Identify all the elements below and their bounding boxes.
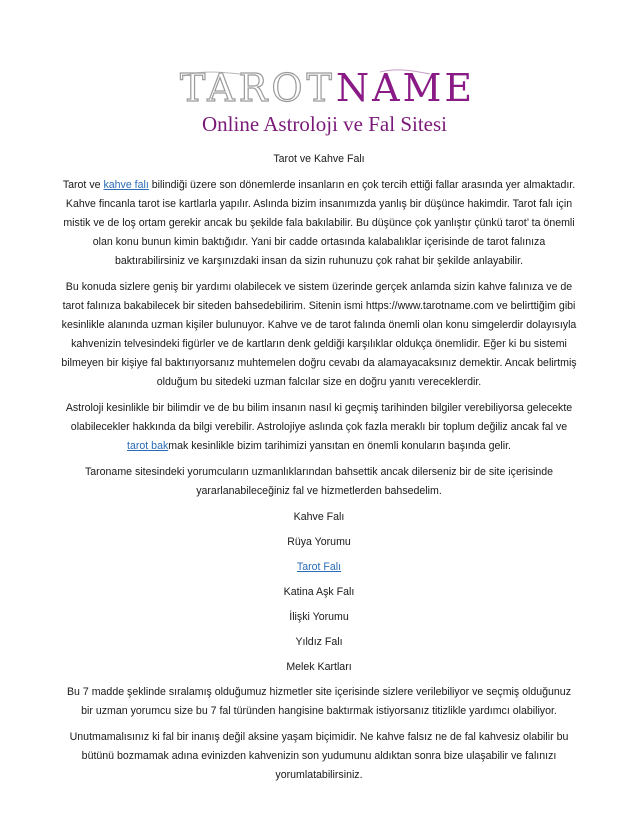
- list-item: [60, 558, 578, 577]
- list-item: Katina Aşk Falı: [283, 586, 355, 598]
- site-logo: [180, 66, 476, 138]
- list-item: İlişki Yorumu: [289, 611, 349, 623]
- paragraph-3: [60, 399, 578, 456]
- paragraph-2: Bu konuda sizlere geniş bir yardımı olabilecek ve sistem üzerinde gerçek anlamda sizin kahve falınıza ve de tarot falınıza bakabilecek bir siteden bahsedebilirim. Sitenin ismi https://www.tarotname.com ve belirttiğim gibi kesinlikle alanında uzman kişiler bulunuyor. Kahve ve de tarot falında önemli olan konu simgelerdir dolayısıyla kahvenizin telvesindeki figürler ve de kartların denk geldiği karşılıklar oldukça önemlidir. Eğer ki bu sistemi bilmeyen bir kişiye fal baktırıyorsanız muhtemelen doğru cevabı da alamayacaksınız demektir. Ancak belirtmiş olduğum bu sitedeki uzman falcılar size en doğru yanıtı vereceklerdir.: [61, 281, 577, 388]
- paragraph-3-text-end: mak kesinlikle bizim tarihimizi yansıtan en önemli konuların başında gelir.: [168, 440, 511, 452]
- paragraph-1-text-start: Tarot ve: [62, 179, 104, 191]
- list-item: Rüya Yorumu: [287, 536, 351, 548]
- list-item: Yıldız Falı: [295, 636, 343, 648]
- logo-tarot-text: TAROT: [180, 66, 336, 110]
- tarot-bak-link[interactable]: tarot bak: [127, 440, 169, 452]
- paragraph-1-text-end: bilindiği üzere son dönemlerde insanların en çok tercih ettiği fallar arasında yer almaktadır. Kahve fincanla tarot ise kartlarla yapılır. Aslında bizim insanımızda yanlış bir düşünce hakimdir. Tarot falı için mistik ve de loş ortam gerekir ancak bu şekilde fala bakılabilir. Bu düşünce çok yanlıştır çünkü tarot’ ta önemli olan konu bunun kimin baktığıdır. Yani bir cadde ortasında kalabalıklar içerisinde de tarot falınıza baktırabilirsiniz ve karşınızdaki insan da sizin ruhunuzu çok rahat bir şekilde anlayabilir.: [63, 179, 576, 267]
- document-body: [60, 150, 578, 792]
- logo-wordmark: [180, 68, 475, 108]
- list-item: Kahve Falı: [293, 511, 345, 523]
- logo-name-text: NAME: [335, 66, 476, 110]
- service-list: [60, 508, 578, 677]
- document-title: Tarot ve Kahve Falı: [273, 153, 365, 165]
- logo-subtitle: Online Astroloji ve Fal Sitesi: [202, 112, 447, 136]
- kahve-fali-link[interactable]: kahve falı: [103, 179, 149, 191]
- list-item: Melek Kartları: [286, 661, 352, 673]
- paragraph-4: Taroname sitesindeki yorumcuların uzmanlıklarından bahsettik ancak dilerseniz bir de site içerisinde yararlanabileceğiniz fal ve hizmetlerden bahsedelim.: [84, 466, 554, 497]
- paragraph-1: [60, 176, 578, 271]
- tarot-fali-link[interactable]: Tarot Falı: [296, 561, 342, 573]
- paragraph-3-text-start: Astroloji kesinlikle bir bilimdir ve de bu bilim insanın nasıl ki geçmiş tarihinden bilgiler verebiliyorsa gelecekte olabilecekler hakkında da bilgi verebilir. Astrolojiye aslında çok fazla meraklı bir toplum değiliz ancak fal ve: [65, 402, 573, 433]
- paragraph-6: Unutmamalısınız ki fal bir inanış değil aksine yaşam biçimidir. Ne kahve falsız ne de fal kahvesiz olabilir bu bütünü bozmamak adına evinizden kahvenizin son yudumunu aldıktan sonra bize ulaşabilir ve falınızı yorumlatabilirsiniz.: [69, 731, 569, 781]
- paragraph-5: Bu 7 madde şeklinde sıralamış olduğumuz hizmetler site içerisinde sizlere verilebiliyor ve seçmiş olduğunuz bir uzman yorumcu size bu 7 fal türünden hangisine baktırmak istiyorsanız titizlikle yardımcı olabiliyor.: [66, 686, 571, 717]
